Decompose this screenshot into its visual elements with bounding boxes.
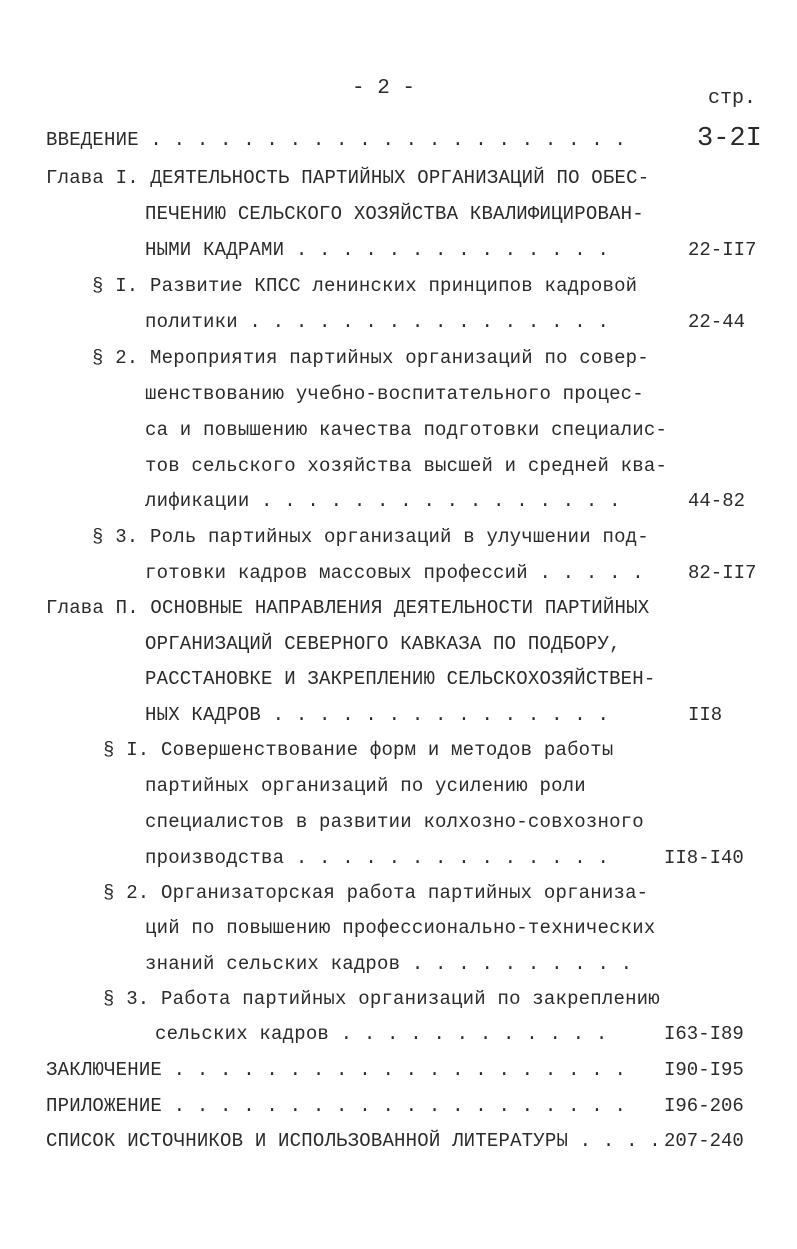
toc-ch2-s1-line4: производства . . . . . . . . . . . . . . — [145, 847, 610, 869]
pages-column-label: стр. — [708, 87, 757, 110]
toc-ch1-s3-line1: § 3. Роль партийных организаций в улучшении под- — [92, 526, 649, 548]
toc-ch1-s2-pages: 44-82 — [688, 490, 746, 512]
toc-ch1-s3-pages: 82-II7 — [688, 562, 757, 584]
toc-appendix: ПРИЛОЖЕНИЕ . . . . . . . . . . . . . . . . . . . . — [46, 1095, 627, 1117]
toc-conclusion-pages: I90-I95 — [664, 1059, 744, 1081]
toc-ch1-s2-line2: шенствованию учебно-воспитательного процес- — [145, 383, 644, 405]
toc-sources-pages: 207-240 — [664, 1130, 744, 1152]
toc-ch2-line3: РАССТАНОВКЕ И ЗАКРЕПЛЕНИЮ СЕЛЬСКОХОЗЯЙСТВЕН- — [145, 668, 656, 690]
toc-ch1-s2-line3: са и повышению качества подготовки специалис- — [145, 419, 668, 441]
toc-ch2-s1-line3: специалистов в развитии колхозно-совхозного — [145, 811, 644, 833]
toc-ch2-s1-line1: § I. Совершенствование форм и методов работы — [103, 739, 614, 761]
toc-ch2-s2-line2: ций по повышению профессионально-технических — [145, 917, 656, 939]
toc-ch2-s1-pages: II8-I40 — [664, 847, 744, 869]
toc-ch2-line2: ОРГАНИЗАЦИЙ СЕВЕРНОГО КАВКАЗА ПО ПОДБОРУ, — [145, 633, 621, 655]
toc-ch1-s2-line1: § 2. Мероприятия партийных организаций по совер- — [92, 347, 649, 369]
toc-ch1-line1: Глава I. ДЕЯТЕЛЬНОСТЬ ПАРТИЙНЫХ ОРГАНИЗАЦИЙ ПО ОБЕС- — [46, 167, 650, 189]
toc-ch1-s1-pages: 22-44 — [688, 311, 746, 333]
toc-sources: СПИСОК ИСТОЧНИКОВ И ИСПОЛЬЗОВАННОЙ ЛИТЕРАТУРЫ . . . . — [46, 1130, 661, 1152]
toc-intro: ВВЕДЕНИЕ . . . . . . . . . . . . . . . . . . . . . — [46, 129, 627, 151]
toc-intro-pages: 3-2I — [697, 124, 762, 154]
toc-appendix-pages: I96-206 — [664, 1095, 744, 1117]
toc-ch2-s3-pages: I63-I89 — [664, 1023, 744, 1045]
toc-ch2-s2-line1: § 2. Организаторская работа партийных организа- — [103, 882, 649, 904]
toc-ch1-s3-line2: готовки кадров массовых профессий . . . . . — [145, 562, 644, 584]
toc-ch1-line2: ПЕЧЕНИЮ СЕЛЬСКОГО ХОЗЯЙСТВА КВАЛИФИЦИРОВАН- — [145, 203, 644, 225]
toc-ch1-s1-line1: § I. Развитие КПСС ленинских принципов кадровой — [92, 275, 638, 297]
toc-ch1-s2-line5: лификации . . . . . . . . . . . . . . . . — [145, 490, 621, 512]
toc-ch1-s1-line2: политики . . . . . . . . . . . . . . . . — [145, 311, 610, 333]
toc-ch2-pages: II8 — [688, 704, 723, 726]
toc-ch1-s2-line4: тов сельского хозяйства высшей и средней ква- — [145, 455, 668, 477]
toc-ch2-line4: НЫХ КАДРОВ . . . . . . . . . . . . . . . — [145, 704, 610, 726]
toc-conclusion: ЗАКЛЮЧЕНИЕ . . . . . . . . . . . . . . . . . . . . — [46, 1059, 627, 1081]
toc-ch2-s2-line3: знаний сельских кадров . . . . . . . . . . — [145, 953, 633, 975]
toc-ch2-s1-line2: партийных организаций по усилению роли — [145, 775, 586, 797]
toc-ch1-line3: НЫМИ КАДРАМИ . . . . . . . . . . . . . . — [145, 239, 610, 261]
toc-ch2-s3-line1: § 3. Работа партийных организаций по закреплению — [103, 988, 660, 1010]
toc-ch2-s3-line2: сельских кадров . . . . . . . . . . . . — [155, 1023, 608, 1045]
page-number: - 2 - — [352, 77, 416, 100]
toc-ch2-line1: Глава П. ОСНОВНЫЕ НАПРАВЛЕНИЯ ДЕЯТЕЛЬНОСТИ ПАРТИЙНЫХ — [46, 597, 650, 619]
toc-ch1-pages: 22-II7 — [688, 239, 757, 261]
